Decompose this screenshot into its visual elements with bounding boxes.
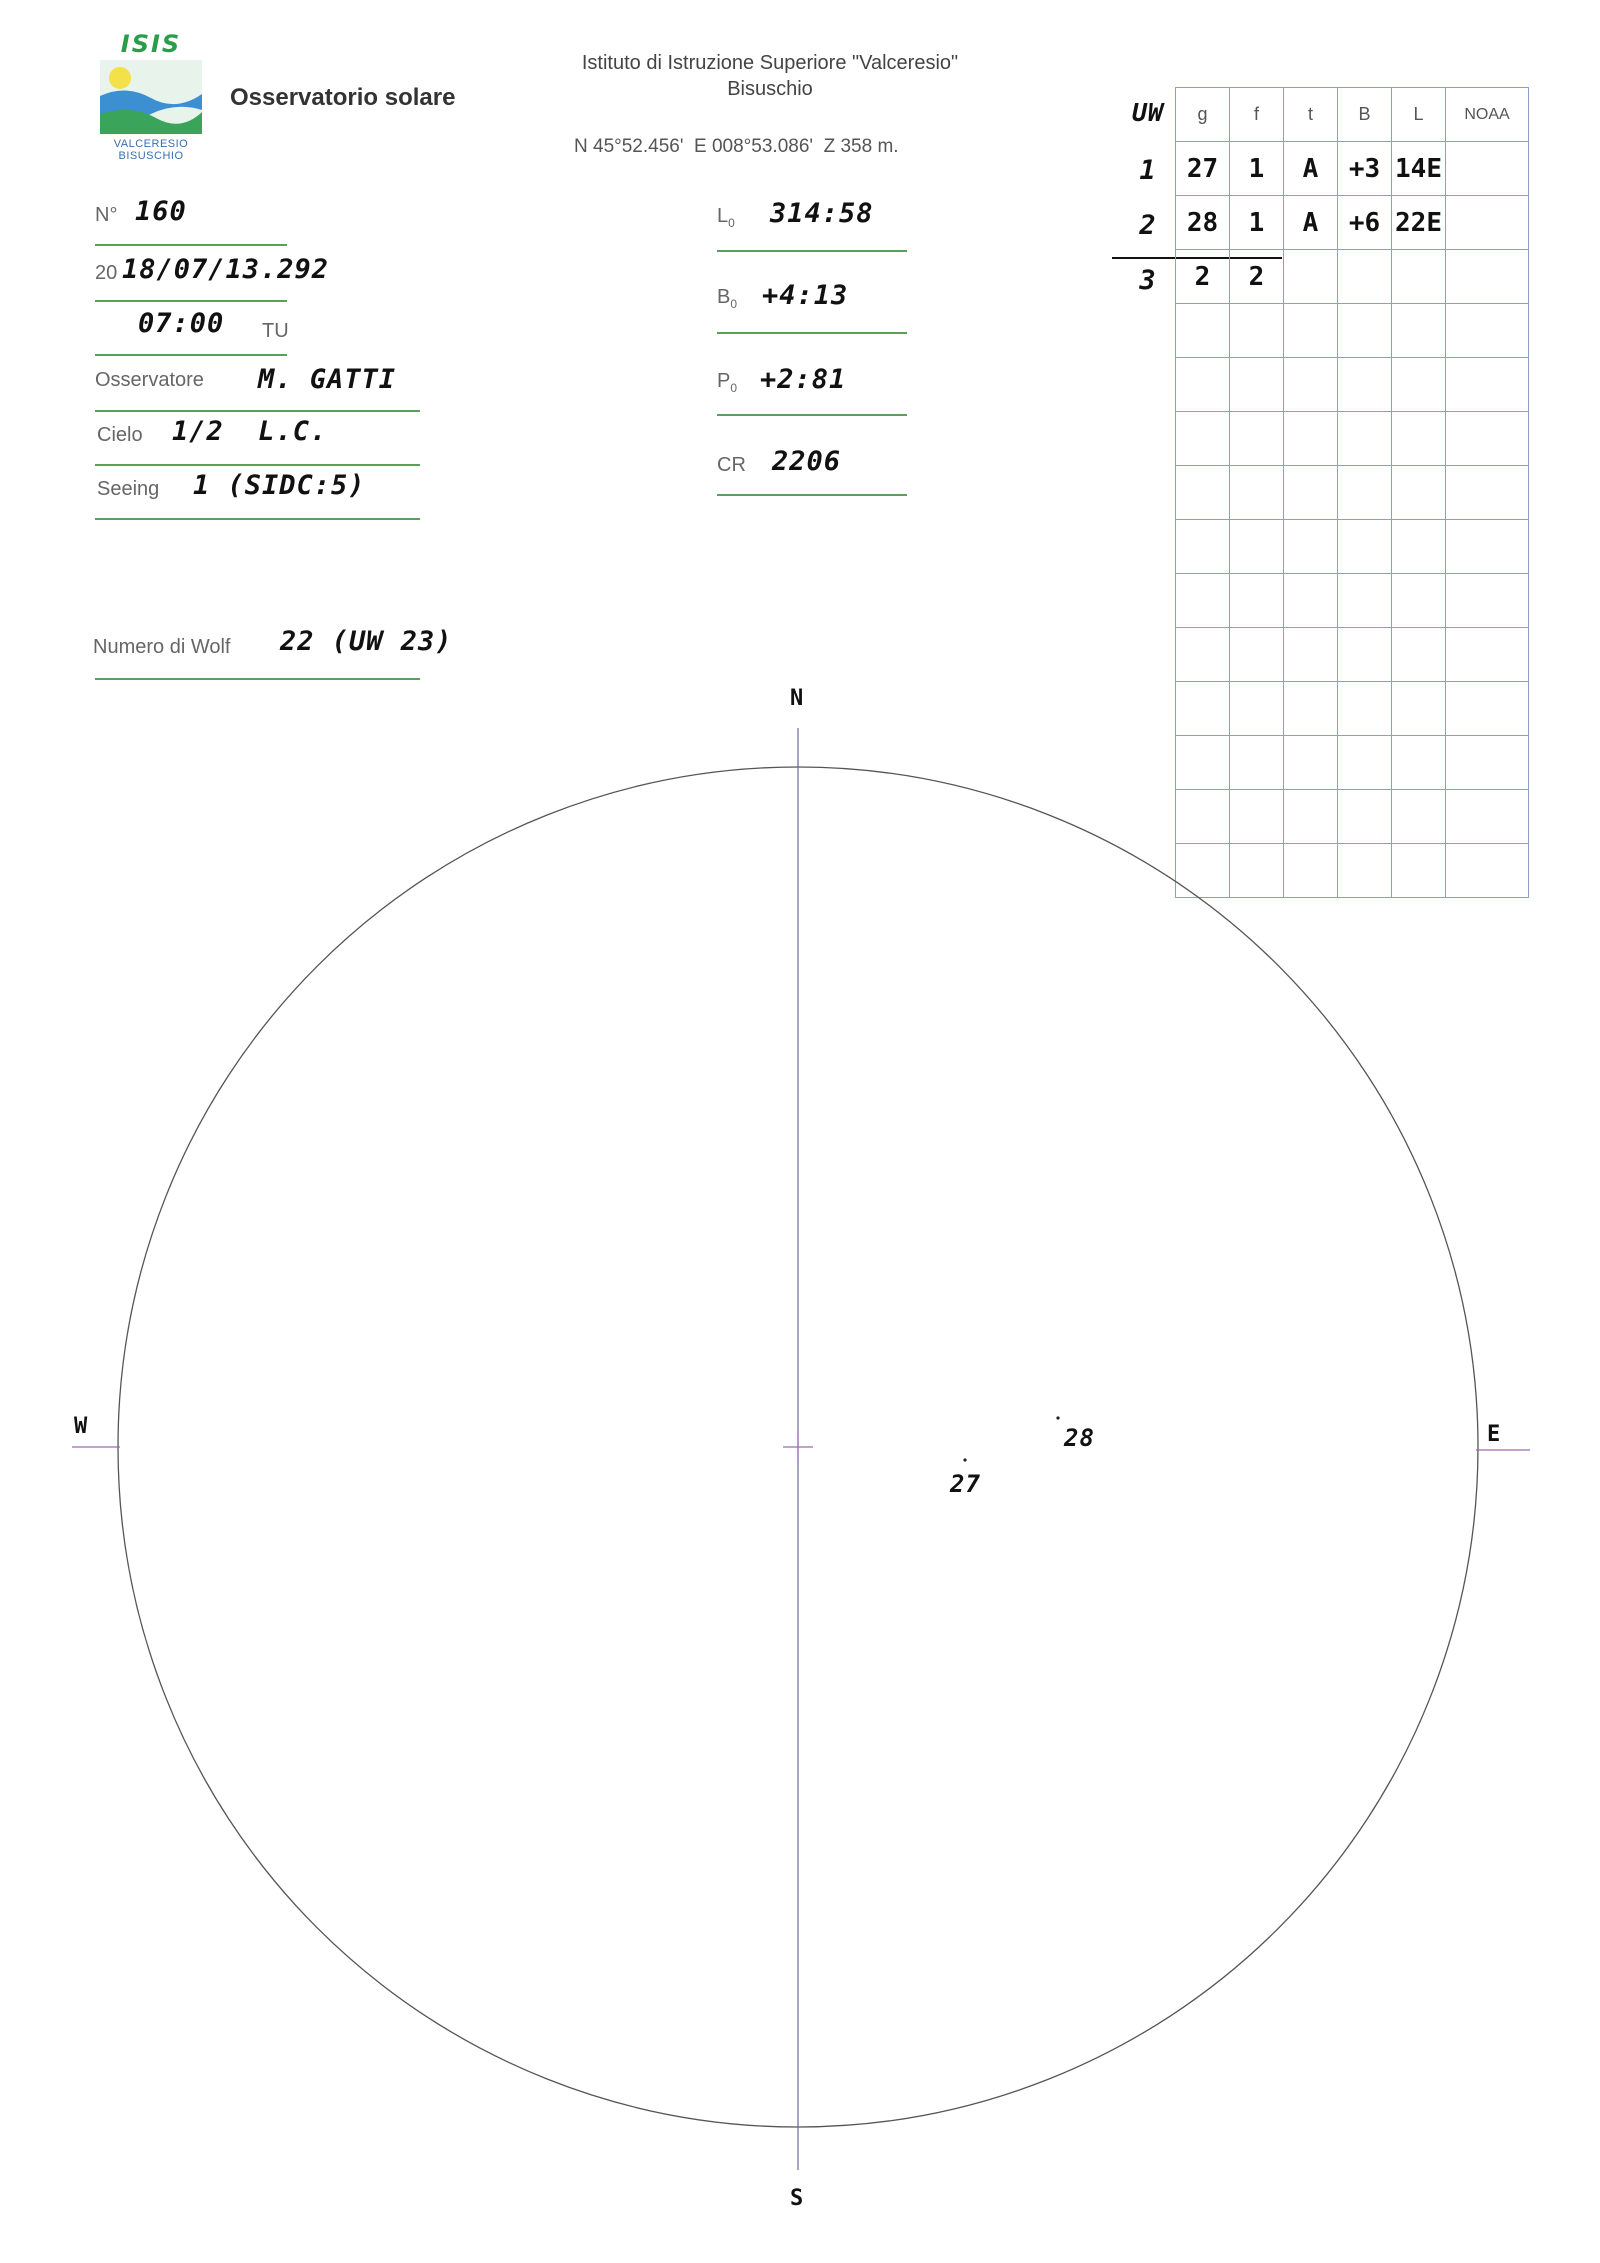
sunspot-group-27-label: 27 xyxy=(950,1470,981,1498)
sunspot-group-27-dot xyxy=(963,1458,966,1461)
cell-b: +6 xyxy=(1338,196,1392,250)
p0-subscript: 0 xyxy=(730,381,738,395)
l0-value: 314:58 xyxy=(770,198,874,229)
north-label: N xyxy=(790,686,804,711)
uw-header: UW xyxy=(1131,98,1165,127)
header-b: B xyxy=(1338,88,1392,142)
b0-value: +4:13 xyxy=(762,280,849,311)
institute-line-1: Istituto di Istruzione Superiore "Valceresio" xyxy=(581,52,959,74)
cell-g: 27 xyxy=(1176,142,1230,196)
cell-l: 14E xyxy=(1392,142,1446,196)
observatory-title: Osservatorio solare xyxy=(230,84,456,111)
wolf-label: Numero di Wolf xyxy=(93,636,231,658)
uw-row-1: 1 xyxy=(1139,155,1157,186)
header-g: g xyxy=(1176,88,1230,142)
logo-isis-text: ISIS xyxy=(120,30,182,58)
cell-l: 22E xyxy=(1392,196,1446,250)
cell-g: 28 xyxy=(1176,196,1230,250)
east-label: E xyxy=(1487,1422,1501,1447)
sunspot-group-28-label: 28 xyxy=(1064,1424,1095,1452)
p0-value: +2:81 xyxy=(760,364,847,395)
observer-value: M. GATTI xyxy=(258,364,397,395)
b0-subscript: 0 xyxy=(730,297,738,311)
cr-label: CR xyxy=(717,454,746,476)
time-value: 07:00 xyxy=(138,308,225,339)
logo-caption-2: BISUSCHIO xyxy=(118,150,184,162)
number-label: N° xyxy=(95,204,118,226)
south-label: S xyxy=(790,2186,804,2211)
date-value: 18/07/13.292 xyxy=(122,254,330,285)
cell-t: A xyxy=(1284,142,1338,196)
cell-b: +3 xyxy=(1338,142,1392,196)
seeing-label: Seeing xyxy=(97,478,160,500)
institute-line-2: Bisuschio xyxy=(727,78,813,100)
cell-t: A xyxy=(1284,196,1338,250)
date-prefix: 20 xyxy=(95,262,118,284)
cell-g: 2 xyxy=(1176,250,1230,304)
time-unit: TU xyxy=(262,320,289,342)
uw-row-2: 2 xyxy=(1139,210,1157,241)
l0-letter: L xyxy=(717,205,729,227)
header-noaa: NOAA xyxy=(1446,88,1529,142)
header-f: f xyxy=(1230,88,1284,142)
sunspot-group-28-dot xyxy=(1056,1416,1059,1419)
seeing-value: 1 (SIDC:5) xyxy=(193,470,366,501)
station-coordinates: N 45°52.456' E 008°53.086' Z 358 m. xyxy=(574,136,899,157)
observer-label: Osservatore xyxy=(95,369,204,391)
cell-f: 1 xyxy=(1230,142,1284,196)
header-t: t xyxy=(1284,88,1338,142)
number-value: 160 xyxy=(135,196,187,227)
logo-caption-1: VALCERESIO xyxy=(113,138,189,150)
sky-value: 1/2 L.C. xyxy=(172,416,328,447)
cr-value: 2206 xyxy=(772,446,842,477)
b0-letter: B xyxy=(717,286,731,308)
uw-row-3: 3 xyxy=(1139,265,1157,296)
wolf-value: 22 (UW 23) xyxy=(280,626,453,657)
l0-subscript: 0 xyxy=(728,216,735,230)
cell-f: 2 xyxy=(1230,250,1284,304)
header-l: L xyxy=(1392,88,1446,142)
sky-label: Cielo xyxy=(97,424,143,446)
west-label: W xyxy=(74,1414,88,1439)
p0-letter: P xyxy=(717,370,731,392)
cell-f: 1 xyxy=(1230,196,1284,250)
